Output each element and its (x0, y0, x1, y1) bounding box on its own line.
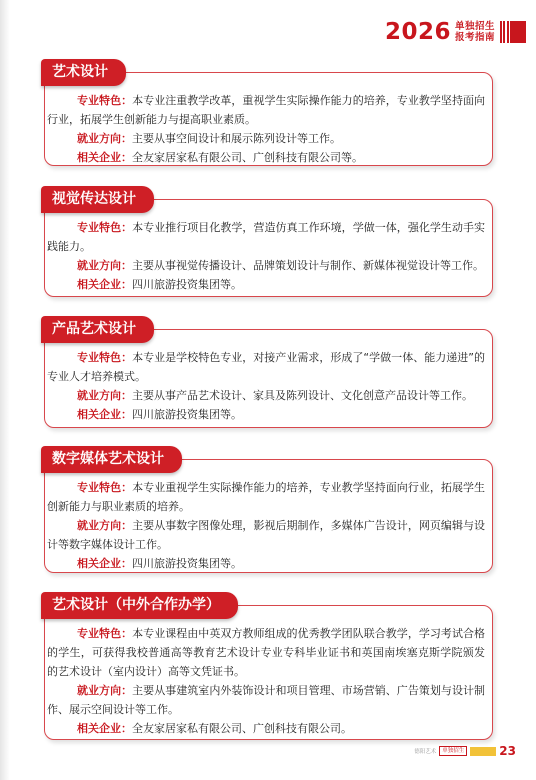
career-label: 就业方向： (77, 259, 132, 272)
major-section-visual-communication (41, 186, 493, 297)
major-section-art-design (41, 59, 493, 166)
company-paragraph (47, 148, 485, 167)
company-paragraph (47, 554, 485, 573)
career-label: 就业方向： (77, 132, 132, 145)
career-paragraph (47, 256, 485, 275)
section-title-tab: 数字媒体艺术设计 (41, 446, 182, 473)
header-title (455, 21, 495, 43)
company-paragraph (47, 275, 485, 294)
header-stripes-decoration (498, 21, 526, 43)
career-text: 主要从事视觉传播设计、品牌策划设计与制作、新媒体视觉设计等工作。 (132, 259, 484, 272)
career-label: 就业方向： (77, 519, 133, 532)
career-text: 主要从事数字图像处理，影视后期制作，多媒体广告设计，网页编辑与设计等数字媒体设计工作。 (47, 519, 485, 551)
career-text: 主要从事空间设计和展示陈列设计等工作。 (132, 132, 341, 145)
feature-text: 本专业重视学生实际操作能力的培养，专业教学坚持面向行业，拓展学生创新能力与职业素质的培养。 (47, 481, 485, 513)
career-text: 主要从事产品艺术设计、家具及陈列设计、文化创意产品设计等工作。 (132, 389, 473, 402)
feature-label: 专业特色： (77, 627, 133, 640)
company-label: 相关企业： (77, 408, 132, 421)
section-title-tab: 产品艺术设计 (41, 316, 154, 343)
company-text: 全友家居家私有限公司、广创科技有限公司等。 (132, 151, 363, 164)
feature-label: 专业特色： (77, 481, 133, 494)
feature-text: 本专业注重教学改革，重视学生实际操作能力的培养，专业教学坚持面向行业，拓展学生创新能力与提高职业素质。 (47, 94, 485, 126)
company-label: 相关企业： (77, 151, 132, 164)
section-body (47, 91, 485, 167)
feature-paragraph (47, 91, 485, 129)
company-text: 四川旅游投资集团等。 (132, 278, 242, 291)
section-body (47, 624, 485, 738)
company-text: 四川旅游投资集团等。 (132, 557, 242, 570)
company-label: 相关企业： (77, 557, 132, 570)
feature-paragraph (47, 348, 485, 386)
section-body (47, 218, 485, 294)
career-label: 就业方向： (77, 684, 133, 697)
section-body (47, 348, 485, 424)
company-text: 四川旅游投资集团等。 (132, 408, 242, 421)
header-year: 2026 (384, 19, 451, 45)
section-title-tab: 艺术设计（中外合作办学） (41, 592, 238, 619)
career-text: 主要从事建筑室内外装饰设计和项目管理、市场营销、广告策划与设计制作、展示空间设计等工作。 (47, 684, 485, 716)
career-paragraph (47, 129, 485, 148)
company-text: 全友家居家私有限公司、广创科技有限公司。 (132, 722, 352, 735)
feature-paragraph (47, 624, 485, 681)
section-title-tab: 视觉传达设计 (41, 186, 154, 213)
section-body (47, 478, 485, 573)
feature-paragraph (47, 218, 485, 256)
feature-text: 本专业是学校特色专业，对接产业需求，形成了“学做一体、能力递进”的专业人才培养模式。 (47, 351, 486, 383)
feature-label: 专业特色： (77, 351, 133, 364)
section-title-tab: 艺术设计 (41, 59, 126, 86)
header-title-line1: 单独招生 (454, 21, 495, 32)
major-section-digital-media-art-design (41, 446, 493, 573)
page-number: 23 (499, 744, 516, 758)
career-paragraph (47, 516, 485, 554)
career-paragraph (47, 681, 485, 719)
career-paragraph (47, 386, 485, 405)
company-paragraph (47, 719, 485, 738)
page-footer (414, 743, 516, 759)
feature-label: 专业特色： (77, 94, 133, 107)
footer-tag: 单独招生 (439, 746, 467, 756)
career-label: 就业方向： (77, 389, 132, 402)
major-section-art-design-sino-foreign (41, 592, 493, 740)
major-section-product-art-design (41, 316, 493, 428)
company-paragraph (47, 405, 485, 424)
footer-text: 德阳艺术 (414, 749, 437, 755)
feature-text: 本专业课程由中英双方教师组成的优秀教学团队联合教学，学习考试合格的学生，可获得我校普通高等教育艺术设计专业专科毕业证书和英国南埃塞克斯学院颁发的艺术设计（室内设计）高等文凭证书。 (47, 627, 485, 678)
guide-header (385, 18, 526, 46)
company-label: 相关企业： (77, 722, 132, 735)
company-label: 相关企业： (77, 278, 132, 291)
feature-paragraph (47, 478, 485, 516)
header-title-line2: 报考指南 (454, 32, 495, 43)
feature-label: 专业特色： (77, 221, 133, 234)
page-edge-shadow (0, 0, 10, 780)
footer-bar-decoration (470, 747, 496, 756)
feature-text: 本专业推行项目化教学，营造仿真工作环境，学做一体，强化学生动手实践能力。 (47, 221, 485, 253)
